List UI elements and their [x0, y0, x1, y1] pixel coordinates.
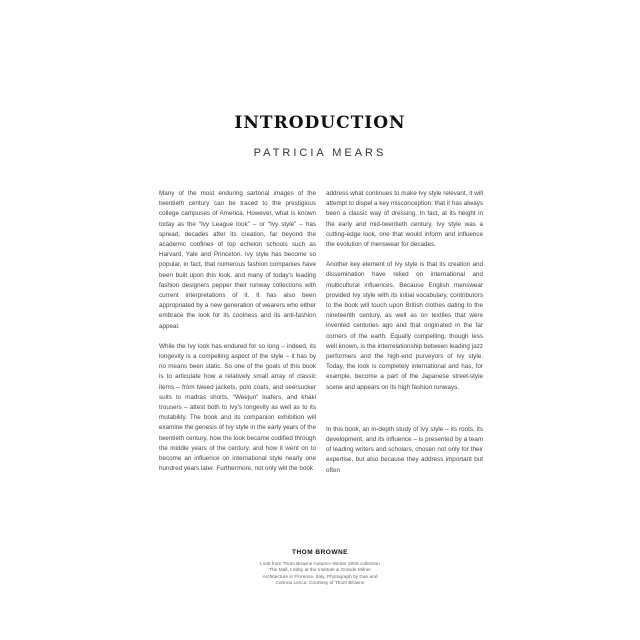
paragraph: Another key element of Ivy style is that its creation and dissemination have relied on international and multicultural influences. Because English menswear provided Ivy style with its initial vocabulary, contributors to the book will touch upon British clothes dating to the nineteenth century, as well as on textiles that were invented centuries ago and that originated in the far corners of the earth. Equally compelling, though less well known, is the interrelationship between leading jazz performers and the high-end purveyors of Ivy style. Today, the look is completely international and has, for example, become a part of the Japanese street-style scene and appears on its high fashion runways.	[326, 261, 483, 391]
image-credit	[220, 549, 420, 588]
author-name: PATRICIA MEARS	[253, 147, 387, 159]
credit-line: The Mall, Lobby at the Institute & Grande Milner	[269, 568, 371, 574]
credit-designer: THOM BROWNE	[291, 549, 349, 556]
right-text-column	[326, 189, 483, 486]
credit-line: Corinna Lecca. Courtesy of Thom Browne	[275, 581, 365, 587]
page-title: INTRODUCTION	[234, 113, 406, 133]
left-text-column	[159, 189, 316, 484]
paragraph: While the Ivy look has endured for so long – indeed, its longevity is a compelling aspect of the style – it has by no means been static. So one of the goals of this book is to articulate how a relatively small array of classic items – from tweed jackets, polo coats, and seersucker suits to madras shorts, “Weejun” loafers, and khaki trousers – attest both to Ivy’s longevity as well as to its mutability. The book and its companion exhibition will examine the genesis of Ivy style in the early years of the twentieth century, how the look became codified through the middle years of the century, and how it went on to become an influence on international style nearly one hundred years later. Furthermore, not only will the book	[159, 342, 316, 473]
paragraph: In this book, an in-depth study of Ivy style – its roots, its development, and its influence – is presented by a team of leading writers and scholars, chosen not only for their expertise, but also because they address important but often	[326, 425, 483, 474]
credit-line: Look from Thom Browne Autumn–Winter 2009 collection	[260, 562, 380, 567]
credit-line: Architecture in Florence, Italy. Photograph by Dan and	[262, 574, 378, 580]
paragraph: Many of the most enduring sartorial images of the twentieth century can be traced to the prestigious college campuses of America. However, what is known today as the “Ivy League look” – or “Ivy style” – has spread, decades after its creation, far beyond the academic confines of top echelon schools such as Harvard, Yale and Princeton. Ivy style has become so popular, in fact, that numerous fashion companies have been built upon this look, and many of today’s leading fashion designers pepper their runway collections with current interpretations of it. It has also been appropriated by a new generation of wearers who either embrace the look for its coolness and its anti-fashion appeal.	[159, 190, 316, 330]
paragraph: address what continues to make Ivy style relevant, it will attempt to dispel a key misconception: that it has always been a classic way of dressing. In fact, at its height in the early and mid-twentieth century, Ivy style was a cutting-edge look, one that would inform and influence the evolution of menswear for decades.	[326, 190, 483, 249]
